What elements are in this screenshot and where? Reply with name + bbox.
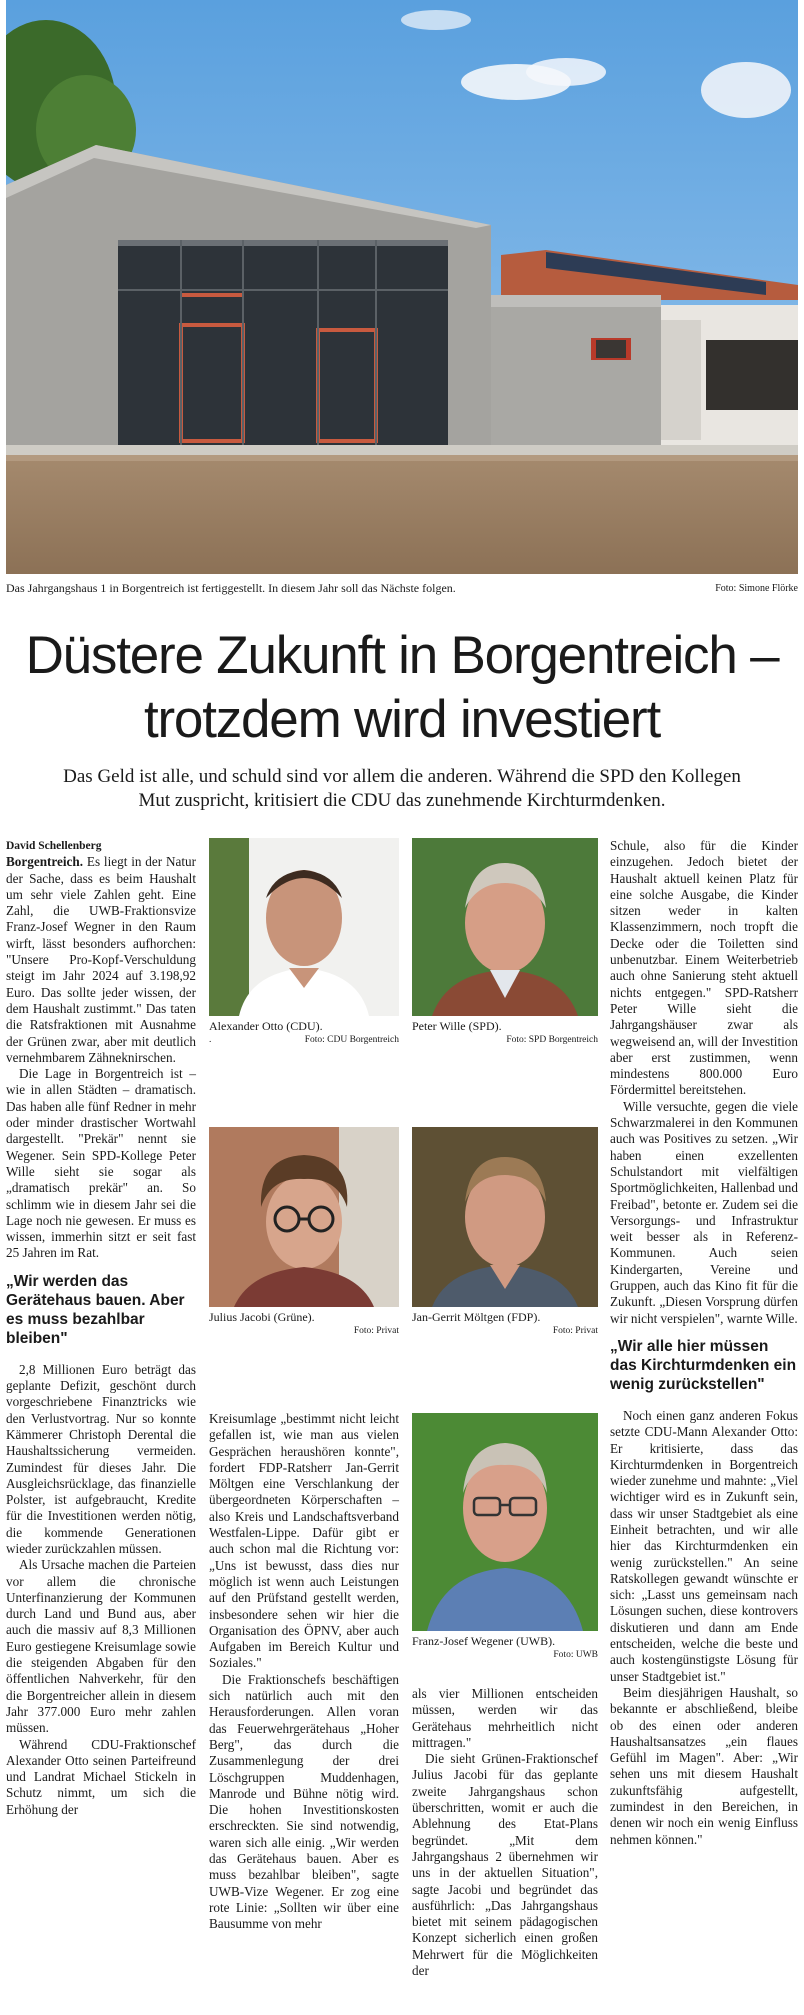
paragraph: Wille versuchte, gegen die viele Schwarzmalerei in den Kommunen auch was Positives zu setzen. „Wir haben einen exzellenten Schulstandort mit vielfältigen Sportmöglichkeiten, Hallenbad und Freibad", betonte er. Zudem sei die Versorgungs- und Infrastruktur weit besser als in Referenz-Kommunen. Auch seien Kindergarten, Vereine und Gruppen, auch das Kino fit für die Zukunft. „Diesen Vorsprung dürfen wir nicht verspielen", warnte Wille. (610, 1098, 798, 1326)
headline-line-1: Düstere Zukunft in Borgentreich – (25, 626, 779, 685)
paragraph (6, 854, 196, 1066)
portrait-otto (209, 838, 399, 1046)
portrait-caption: Jan-Gerrit Möltgen (FDP). (412, 1310, 541, 1324)
portrait-photo (412, 1413, 598, 1631)
paragraph: als vier Millionen entscheiden müssen, werden wir das Gerätehaus mehrheitlich nicht mittragen." (412, 1686, 598, 1750)
portrait-photo (412, 838, 598, 1016)
portrait-photo (412, 1127, 598, 1307)
pull-quote-heading: „Wir werden das Gerätehaus bauen. Aber es muss bezahlbar bleiben" (6, 1272, 185, 1347)
photo-caption (6, 580, 798, 596)
text-column-4 (610, 838, 798, 1848)
subhead-line-2: Mut zuspricht, kritisiert die CDU das zunehmende Kirchturmdenken. (138, 790, 666, 811)
text-column-1 (6, 838, 196, 1818)
paragraph: Als Ursache machen die Parteien vor allem die chronische Unterfinanzierung der Kommunen durch Land und Bund aus, aber auch die massiv auf 8,3 Millionen Euro gestiegene Kreisumlage sowie die steigenden Abgaben für den öffentlichen Nahverkehr, für den die Borgentreicher allein in diesem Jahr 377.000 Euro mehr zahlen müssen. (6, 1557, 196, 1736)
paragraph: Schule, also für die Kinder einzugehen. Jedoch bietet der Haushalt aktuell keinen Platz für eine solche Ausgabe, die Kinder sitzen weder in kalten Klassenzimmern, noch tropft die Decke oder die Toiletten sind unbenutzbar. Einem Weiterbetrieb auch ohne Sanierung steht aktuell nichts entgegen." SPD-Ratsherr Peter Wille sieht die Jahrgangshäuser zwar als wegweisend an, will der Investition aber erst zustimmen, wenn mindestens 800.000 Euro Fördermittel bereitstehen. (610, 838, 798, 1098)
portrait-credit-text: Foto: CDU Borgentreich (304, 1035, 399, 1045)
portrait-credit: Foto: SPD Borgentreich (506, 1035, 598, 1045)
portrait-photo (209, 838, 399, 1016)
portrait-jacobi (209, 1127, 399, 1337)
portrait-photo (209, 1127, 399, 1307)
portrait-caption: Julius Jacobi (Grüne). (209, 1310, 315, 1324)
portrait-credit: Foto: UWB (553, 1650, 598, 1660)
portrait-credit: Foto: Privat (552, 1326, 598, 1336)
paragraph-text: Es liegt in der Natur der Sache, dass es beim Haushalt um sehr viele Zahlen geht. Eine Zahl, die UWB-Fraktionsvize Franz-Josef Wegner in den Raum wirft, lässt besonders aufhorchen: "Unsere Pro-Kopf-Verschuldung steigt im Jahr 2024 auf 3.198,92 Euro. Das sollte jeder wissen, der dem Haushalt zustimmt." Das taten die Ratsfraktionen mit Ausnahme der Grünen zwar, aber mit deutlich vernehmbarem Zähneknirschen. (6, 854, 196, 1065)
paragraph: Beim diesjährigen Haushalt, so bekannte er abschließend, bleibe ob des einen oder anderen Haushaltsansatzes „ein flaues Gefühl im Magen". Aber: „Wir sehen uns mit diesem Haushalt zukunftsfähig aufgestellt, zumindest in den Bereichen, in denen wir noch ein wenig Einfluss nehmen können." (610, 1684, 798, 1847)
portrait-wille (412, 838, 598, 1046)
paragraph: Die Lage in Borgentreich ist – wie in allen Städten – dramatisch. Das haben alle fünf Redner in mehr oder minder drastischer Wortwahl dargestellt. "Prekär" nennt sie Wegener. Sein SPD-Kollege Peter Wille sieht sie sogar als „dramatisch prekär" an. So schlimm wie in diesem Jahr sei die Lage noch nie gewesen. Er muss es wissen, immerhin sitzt er seit fast 25 Jahren im Rat. (6, 1066, 196, 1261)
author-byline: David Schellenberg (6, 840, 102, 852)
dateline: Borgentreich. (6, 854, 84, 870)
paragraph: Die Fraktionschefs beschäftigen sich natürlich auch mit den Herausforderungen. Allen voran das Feuerwehrgerätehaus „Hoher Berg", das durch die Zusammenlegung der drei Löschgruppen Muddenhagen, Manrode und Bühne nötig wird. Die hohen Investitionskosten erschreckten. Sie sind notwendig, waren sich alle einig. „Wir werden das Gerätehaus bauen. Aber es muss bezahlbar bleiben", sagte UWB-Vize Wegener. Er zog eine rote Linie: „Sollten wir über eine Bausumme von mehr (209, 1671, 399, 1932)
portrait-caption: Franz-Josef Wegener (UWB). (412, 1634, 556, 1648)
photo-caption-text: Das Jahrgangshaus 1 in Borgentreich ist fertiggestellt. In diesem Jahr soll das Nächste folgen. (6, 581, 456, 595)
paragraph: Die sieht Grünen-Fraktionschef Julius Jacobi für das geplante zweite Jahrgangshaus schon überschritten, womit er auch die Ablehnung des Etat-Plans begründet. „Mit dem Jahrgangshaus 2 übernehmen wir uns in der aktuellen Situation", sagte Jacobi und begründet das ausführlich: „Das Jahrgangshaus bietet mit seinem pädagogischen Konzept sicherlich einen großen Mehrwert für die Möglichkeiten der (412, 1751, 598, 1979)
portrait-credit (209, 1034, 399, 1046)
subhead-line-1: Das Geld ist alle, und schuld sind vor allem die anderen. Während die SPD den Kollegen (63, 766, 741, 787)
article-headline (0, 624, 804, 752)
portrait-wegener (412, 1413, 598, 1661)
portrait-caption: Alexander Otto (CDU). (209, 1019, 323, 1033)
paragraph: 2,8 Millionen Euro beträgt das geplante Defizit, geschönt durch vorgeschriebene Finanztricks wie den Verlustvortrag. Nur so konnte Kämmerer Christoph Derental die Haushaltssicherung vermeiden. Zumindest für dieses Jahr. Die Ausgleichsrücklage, das finanzielle Polster, ist aufgebraucht, Kredite für die Investitionen werden nötig, die kommende Generationen wieder zurückzahlen müssen. (6, 1361, 196, 1556)
paragraph: Noch einen ganz anderen Fokus setzte CDU-Mann Alexander Otto: Er kritisierte, dass das Kirchturmdenken in Borgentreich wieder zunehme und mahnte: „Viel wichtiger wird es in Zukunft sein, dass wir unser Stadtgebiet als eine Einheit betrachten, und wir alle hier das Kirchturmdenken ein wenig zurückstellen." An seine Ratskollegen gewandt wünschte er sich: „Lasst uns gemeinsam nach Lösungen suchen, diese kontrovers diskutieren und dann am Ende entscheiden, welche die beste und auch kostengünstigste Lösung für unser Stadtgebiet ist." (610, 1407, 798, 1684)
paragraph: Kreisumlage „bestimmt nicht leicht gefallen ist, wie man aus vielen Gesprächen heraushören konnte", fordert FDP-Ratsherr Jan-Gerrit Möltgen eine Verschlankung der übergeordneten Körperschaften – also Kreis und Landschaftsverband Westfalen-Lippe. Dafür gibt er auch schon mal die Richtung vor: „Uns ist bewusst, dass dies nur möglich ist wenn auch Leistungen auf den Prüfstand gestellt werden, insbesondere sehen wir hier die Organisation des ÖPNV, aber auch Aufgaben im Bereich Kultur und Soziales." (209, 1411, 399, 1671)
text-column-3 (412, 1686, 598, 1979)
photo-credit: Foto: Simone Flörke (715, 583, 798, 594)
paragraph: Während CDU-Fraktionschef Alexander Otto seinen Parteifreund und Landrat Michael Stickeln in Schutz nimmt, um sich die Erhöhung der (6, 1736, 196, 1817)
portrait-credit: Foto: Privat (353, 1326, 399, 1336)
caption-dot: . (209, 1035, 212, 1045)
pull-quote-heading: „Wir alle hier müssen das Kirchturmdenken ein wenig zurückstellen" (610, 1337, 797, 1393)
headline-line-2: trotzdem wird investiert (143, 690, 661, 749)
text-column-2 (209, 1411, 399, 1933)
building-photo (6, 0, 798, 574)
article-subheadline (20, 765, 784, 813)
portrait-caption: Peter Wille (SPD). (412, 1019, 502, 1033)
portrait-moeltgen (412, 1127, 598, 1337)
